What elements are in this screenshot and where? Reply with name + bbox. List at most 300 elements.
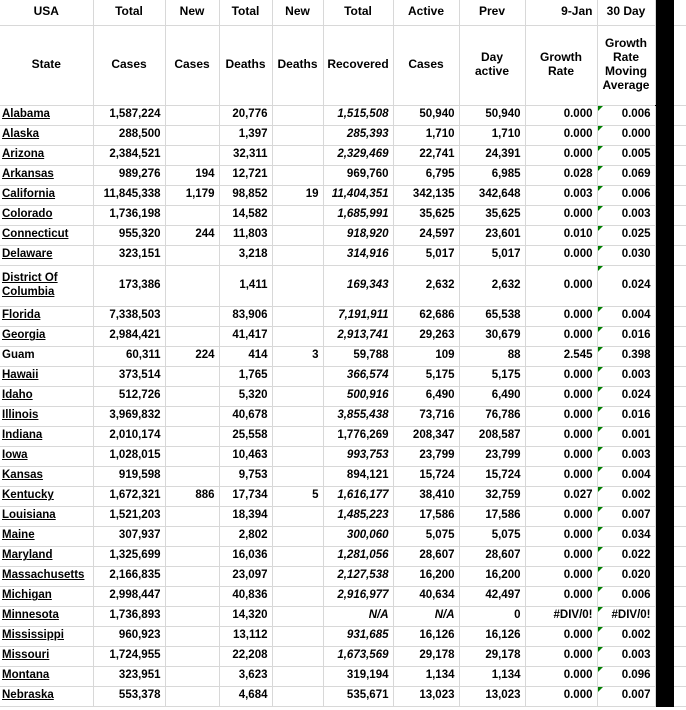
growth-rate-cell[interactable]: 0.028 bbox=[525, 165, 597, 185]
new-deaths-cell[interactable] bbox=[272, 205, 323, 225]
state-cell[interactable]: Florida bbox=[0, 306, 93, 326]
prev-day-active-cell[interactable]: 5,017 bbox=[459, 245, 525, 265]
active-cases-cell[interactable]: 40,634 bbox=[393, 586, 459, 606]
total-cases-cell[interactable]: 323,151 bbox=[93, 245, 165, 265]
growth-rate-cell[interactable]: 0.000 bbox=[525, 526, 597, 546]
total-deaths-cell[interactable]: 9,753 bbox=[219, 466, 272, 486]
recovered-cell[interactable]: 169,343 bbox=[323, 265, 393, 306]
total-cases-cell[interactable]: 1,028,015 bbox=[93, 446, 165, 466]
recovered-cell[interactable]: 1,616,177 bbox=[323, 486, 393, 506]
moving-average-cell[interactable]: 0.024 bbox=[597, 386, 655, 406]
recovered-cell[interactable]: 2,916,977 bbox=[323, 586, 393, 606]
growth-rate-cell[interactable]: 0.000 bbox=[525, 686, 597, 706]
state-cell[interactable]: Massachusetts bbox=[0, 566, 93, 586]
new-cases-cell[interactable] bbox=[165, 546, 219, 566]
state-cell[interactable]: Mississippi bbox=[0, 626, 93, 646]
moving-average-cell[interactable]: 0.004 bbox=[597, 306, 655, 326]
state-cell[interactable]: California bbox=[0, 185, 93, 205]
col-header-active-2[interactable]: Cases bbox=[393, 25, 459, 105]
col-header-date-9-jan[interactable]: 9-Jan bbox=[525, 0, 597, 25]
recovered-cell[interactable]: 1,485,223 bbox=[323, 506, 393, 526]
total-cases-cell[interactable]: 989,276 bbox=[93, 165, 165, 185]
total-cases-cell[interactable]: 919,598 bbox=[93, 466, 165, 486]
col-header-total-cases-2[interactable]: Cases bbox=[93, 25, 165, 105]
moving-average-cell[interactable]: 0.020 bbox=[597, 566, 655, 586]
col-header-day-active[interactable]: Day active bbox=[459, 25, 525, 105]
total-cases-cell[interactable]: 2,384,521 bbox=[93, 145, 165, 165]
moving-average-cell[interactable]: #DIV/0! bbox=[597, 606, 655, 626]
new-deaths-cell[interactable] bbox=[272, 125, 323, 145]
total-cases-cell[interactable]: 1,587,224 bbox=[93, 105, 165, 125]
active-cases-cell[interactable]: 2,632 bbox=[393, 265, 459, 306]
total-cases-cell[interactable]: 955,320 bbox=[93, 225, 165, 245]
total-deaths-cell[interactable]: 83,906 bbox=[219, 306, 272, 326]
total-deaths-cell[interactable]: 23,097 bbox=[219, 566, 272, 586]
total-cases-cell[interactable]: 2,998,447 bbox=[93, 586, 165, 606]
active-cases-cell[interactable]: 28,607 bbox=[393, 546, 459, 566]
moving-average-cell[interactable]: 0.002 bbox=[597, 626, 655, 646]
total-cases-cell[interactable]: 373,514 bbox=[93, 366, 165, 386]
col-header-30-day-1[interactable]: 30 Day bbox=[597, 0, 655, 25]
state-cell[interactable]: Iowa bbox=[0, 446, 93, 466]
growth-rate-cell[interactable]: 0.000 bbox=[525, 586, 597, 606]
growth-rate-cell[interactable]: 0.000 bbox=[525, 245, 597, 265]
prev-day-active-cell[interactable]: 76,786 bbox=[459, 406, 525, 426]
prev-day-active-cell[interactable]: 16,200 bbox=[459, 566, 525, 586]
total-cases-cell[interactable]: 307,937 bbox=[93, 526, 165, 546]
moving-average-cell[interactable]: 0.022 bbox=[597, 546, 655, 566]
new-cases-cell[interactable] bbox=[165, 205, 219, 225]
col-header-new-deaths-2[interactable]: Deaths bbox=[272, 25, 323, 105]
moving-average-cell[interactable]: 0.003 bbox=[597, 646, 655, 666]
prev-day-active-cell[interactable]: 5,175 bbox=[459, 366, 525, 386]
new-deaths-cell[interactable] bbox=[272, 526, 323, 546]
prev-day-active-cell[interactable]: 50,940 bbox=[459, 105, 525, 125]
state-cell[interactable]: Montana bbox=[0, 666, 93, 686]
growth-rate-cell[interactable]: 0.000 bbox=[525, 626, 597, 646]
growth-rate-cell[interactable]: 0.000 bbox=[525, 105, 597, 125]
state-cell[interactable]: Missouri bbox=[0, 646, 93, 666]
new-cases-cell[interactable] bbox=[165, 446, 219, 466]
recovered-cell[interactable]: 1,281,056 bbox=[323, 546, 393, 566]
col-header-total-cases-1[interactable]: Total bbox=[93, 0, 165, 25]
growth-rate-cell[interactable]: 0.000 bbox=[525, 666, 597, 686]
total-cases-cell[interactable]: 173,386 bbox=[93, 265, 165, 306]
new-cases-cell[interactable] bbox=[165, 506, 219, 526]
col-header-usa[interactable]: USA bbox=[0, 0, 93, 25]
prev-day-active-cell[interactable]: 88 bbox=[459, 346, 525, 366]
recovered-cell[interactable]: 1,776,269 bbox=[323, 426, 393, 446]
total-deaths-cell[interactable]: 1,765 bbox=[219, 366, 272, 386]
active-cases-cell[interactable]: 17,586 bbox=[393, 506, 459, 526]
total-deaths-cell[interactable]: 12,721 bbox=[219, 165, 272, 185]
prev-day-active-cell[interactable]: 28,607 bbox=[459, 546, 525, 566]
total-deaths-cell[interactable]: 98,852 bbox=[219, 185, 272, 205]
active-cases-cell[interactable]: 62,686 bbox=[393, 306, 459, 326]
recovered-cell[interactable]: 314,916 bbox=[323, 245, 393, 265]
new-deaths-cell[interactable] bbox=[272, 366, 323, 386]
recovered-cell[interactable]: 931,685 bbox=[323, 626, 393, 646]
new-deaths-cell[interactable]: 19 bbox=[272, 185, 323, 205]
total-cases-cell[interactable]: 323,951 bbox=[93, 666, 165, 686]
new-cases-cell[interactable] bbox=[165, 326, 219, 346]
growth-rate-cell[interactable]: 0.000 bbox=[525, 426, 597, 446]
active-cases-cell[interactable]: 5,175 bbox=[393, 366, 459, 386]
prev-day-active-cell[interactable]: 342,648 bbox=[459, 185, 525, 205]
state-cell[interactable]: Idaho bbox=[0, 386, 93, 406]
total-deaths-cell[interactable]: 13,112 bbox=[219, 626, 272, 646]
total-deaths-cell[interactable]: 11,803 bbox=[219, 225, 272, 245]
growth-rate-cell[interactable]: 0.000 bbox=[525, 506, 597, 526]
new-cases-cell[interactable] bbox=[165, 366, 219, 386]
new-cases-cell[interactable] bbox=[165, 626, 219, 646]
new-cases-cell[interactable] bbox=[165, 245, 219, 265]
col-header-prev-1[interactable]: Prev bbox=[459, 0, 525, 25]
new-deaths-cell[interactable] bbox=[272, 326, 323, 346]
new-cases-cell[interactable] bbox=[165, 666, 219, 686]
active-cases-cell[interactable]: 1,710 bbox=[393, 125, 459, 145]
growth-rate-cell[interactable]: 0.000 bbox=[525, 326, 597, 346]
new-deaths-cell[interactable] bbox=[272, 686, 323, 706]
active-cases-cell[interactable]: 109 bbox=[393, 346, 459, 366]
state-cell[interactable]: Nebraska bbox=[0, 686, 93, 706]
total-deaths-cell[interactable]: 3,218 bbox=[219, 245, 272, 265]
new-deaths-cell[interactable] bbox=[272, 105, 323, 125]
new-deaths-cell[interactable]: 3 bbox=[272, 346, 323, 366]
recovered-cell[interactable]: 500,916 bbox=[323, 386, 393, 406]
recovered-cell[interactable]: 7,191,911 bbox=[323, 306, 393, 326]
new-cases-cell[interactable] bbox=[165, 586, 219, 606]
recovered-cell[interactable]: 1,515,508 bbox=[323, 105, 393, 125]
new-deaths-cell[interactable] bbox=[272, 546, 323, 566]
total-cases-cell[interactable]: 7,338,503 bbox=[93, 306, 165, 326]
new-deaths-cell[interactable] bbox=[272, 446, 323, 466]
growth-rate-cell[interactable]: 0.000 bbox=[525, 466, 597, 486]
new-deaths-cell[interactable] bbox=[272, 466, 323, 486]
col-header-total-deaths-2[interactable]: Deaths bbox=[219, 25, 272, 105]
new-cases-cell[interactable] bbox=[165, 426, 219, 446]
total-deaths-cell[interactable]: 10,463 bbox=[219, 446, 272, 466]
new-deaths-cell[interactable] bbox=[272, 426, 323, 446]
new-deaths-cell[interactable] bbox=[272, 386, 323, 406]
state-cell[interactable]: Arizona bbox=[0, 145, 93, 165]
state-cell[interactable]: Guam bbox=[0, 346, 93, 366]
new-cases-cell[interactable]: 224 bbox=[165, 346, 219, 366]
growth-rate-cell[interactable]: 0.000 bbox=[525, 366, 597, 386]
moving-average-cell[interactable]: 0.001 bbox=[597, 426, 655, 446]
total-deaths-cell[interactable]: 41,417 bbox=[219, 326, 272, 346]
new-deaths-cell[interactable] bbox=[272, 666, 323, 686]
total-cases-cell[interactable]: 288,500 bbox=[93, 125, 165, 145]
new-deaths-cell[interactable]: 5 bbox=[272, 486, 323, 506]
prev-day-active-cell[interactable]: 32,759 bbox=[459, 486, 525, 506]
state-cell[interactable]: District Of Columbia bbox=[0, 265, 93, 306]
state-cell[interactable]: Louisiana bbox=[0, 506, 93, 526]
col-header-new-deaths-1[interactable]: New bbox=[272, 0, 323, 25]
recovered-cell[interactable]: 300,060 bbox=[323, 526, 393, 546]
growth-rate-cell[interactable]: 2.545 bbox=[525, 346, 597, 366]
active-cases-cell[interactable]: 6,490 bbox=[393, 386, 459, 406]
prev-day-active-cell[interactable]: 30,679 bbox=[459, 326, 525, 346]
total-deaths-cell[interactable]: 14,320 bbox=[219, 606, 272, 626]
total-deaths-cell[interactable]: 17,734 bbox=[219, 486, 272, 506]
growth-rate-cell[interactable]: 0.000 bbox=[525, 446, 597, 466]
new-deaths-cell[interactable] bbox=[272, 245, 323, 265]
recovered-cell[interactable]: 11,404,351 bbox=[323, 185, 393, 205]
active-cases-cell[interactable]: 1,134 bbox=[393, 666, 459, 686]
moving-average-cell[interactable]: 0.398 bbox=[597, 346, 655, 366]
active-cases-cell[interactable]: 24,597 bbox=[393, 225, 459, 245]
active-cases-cell[interactable]: 29,263 bbox=[393, 326, 459, 346]
prev-day-active-cell[interactable]: 17,586 bbox=[459, 506, 525, 526]
prev-day-active-cell[interactable]: 35,625 bbox=[459, 205, 525, 225]
recovered-cell[interactable]: 319,194 bbox=[323, 666, 393, 686]
new-deaths-cell[interactable] bbox=[272, 145, 323, 165]
new-deaths-cell[interactable] bbox=[272, 225, 323, 245]
total-cases-cell[interactable]: 1,736,893 bbox=[93, 606, 165, 626]
total-deaths-cell[interactable]: 2,802 bbox=[219, 526, 272, 546]
moving-average-cell[interactable]: 0.004 bbox=[597, 466, 655, 486]
active-cases-cell[interactable]: 5,075 bbox=[393, 526, 459, 546]
growth-rate-cell[interactable]: 0.000 bbox=[525, 386, 597, 406]
moving-average-cell[interactable]: 0.024 bbox=[597, 265, 655, 306]
state-cell[interactable]: Connecticut bbox=[0, 225, 93, 245]
prev-day-active-cell[interactable]: 24,391 bbox=[459, 145, 525, 165]
prev-day-active-cell[interactable]: 65,538 bbox=[459, 306, 525, 326]
new-deaths-cell[interactable] bbox=[272, 586, 323, 606]
new-cases-cell[interactable] bbox=[165, 386, 219, 406]
active-cases-cell[interactable]: 16,200 bbox=[393, 566, 459, 586]
prev-day-active-cell[interactable]: 208,587 bbox=[459, 426, 525, 446]
active-cases-cell[interactable]: 6,795 bbox=[393, 165, 459, 185]
total-deaths-cell[interactable]: 32,311 bbox=[219, 145, 272, 165]
active-cases-cell[interactable]: 342,135 bbox=[393, 185, 459, 205]
new-cases-cell[interactable] bbox=[165, 265, 219, 306]
state-cell[interactable]: Kansas bbox=[0, 466, 93, 486]
new-cases-cell[interactable]: 194 bbox=[165, 165, 219, 185]
new-deaths-cell[interactable] bbox=[272, 265, 323, 306]
prev-day-active-cell[interactable]: 1,134 bbox=[459, 666, 525, 686]
active-cases-cell[interactable]: 73,716 bbox=[393, 406, 459, 426]
col-header-new-cases-1[interactable]: New bbox=[165, 0, 219, 25]
growth-rate-cell[interactable]: 0.000 bbox=[525, 306, 597, 326]
growth-rate-cell[interactable]: 0.000 bbox=[525, 265, 597, 306]
total-cases-cell[interactable]: 1,325,699 bbox=[93, 546, 165, 566]
col-header-total-recovered-1[interactable]: Total bbox=[323, 0, 393, 25]
new-deaths-cell[interactable] bbox=[272, 306, 323, 326]
total-deaths-cell[interactable]: 40,678 bbox=[219, 406, 272, 426]
total-cases-cell[interactable]: 1,724,955 bbox=[93, 646, 165, 666]
prev-day-active-cell[interactable]: 5,075 bbox=[459, 526, 525, 546]
state-cell[interactable]: Michigan bbox=[0, 586, 93, 606]
total-cases-cell[interactable]: 11,845,338 bbox=[93, 185, 165, 205]
active-cases-cell[interactable]: 16,126 bbox=[393, 626, 459, 646]
state-cell[interactable]: Arkansas bbox=[0, 165, 93, 185]
growth-rate-cell[interactable]: 0.000 bbox=[525, 646, 597, 666]
recovered-cell[interactable]: 285,393 bbox=[323, 125, 393, 145]
total-cases-cell[interactable]: 1,672,321 bbox=[93, 486, 165, 506]
moving-average-cell[interactable]: 0.000 bbox=[597, 125, 655, 145]
total-deaths-cell[interactable]: 25,558 bbox=[219, 426, 272, 446]
growth-rate-cell[interactable]: 0.000 bbox=[525, 205, 597, 225]
prev-day-active-cell[interactable]: 2,632 bbox=[459, 265, 525, 306]
recovered-cell[interactable]: 2,913,741 bbox=[323, 326, 393, 346]
total-cases-cell[interactable]: 60,311 bbox=[93, 346, 165, 366]
total-deaths-cell[interactable]: 414 bbox=[219, 346, 272, 366]
moving-average-cell[interactable]: 0.069 bbox=[597, 165, 655, 185]
new-cases-cell[interactable] bbox=[165, 105, 219, 125]
new-deaths-cell[interactable] bbox=[272, 606, 323, 626]
col-header-total-deaths-1[interactable]: Total bbox=[219, 0, 272, 25]
new-cases-cell[interactable] bbox=[165, 646, 219, 666]
recovered-cell[interactable]: 366,574 bbox=[323, 366, 393, 386]
total-cases-cell[interactable]: 3,969,832 bbox=[93, 406, 165, 426]
prev-day-active-cell[interactable]: 0 bbox=[459, 606, 525, 626]
moving-average-cell[interactable]: 0.003 bbox=[597, 446, 655, 466]
total-deaths-cell[interactable]: 18,394 bbox=[219, 506, 272, 526]
moving-average-cell[interactable]: 0.034 bbox=[597, 526, 655, 546]
state-cell[interactable]: Minnesota bbox=[0, 606, 93, 626]
total-cases-cell[interactable]: 1,736,198 bbox=[93, 205, 165, 225]
prev-day-active-cell[interactable]: 29,178 bbox=[459, 646, 525, 666]
recovered-cell[interactable]: 1,673,569 bbox=[323, 646, 393, 666]
moving-average-cell[interactable]: 0.003 bbox=[597, 205, 655, 225]
state-cell[interactable]: Hawaii bbox=[0, 366, 93, 386]
new-cases-cell[interactable] bbox=[165, 125, 219, 145]
new-deaths-cell[interactable] bbox=[272, 626, 323, 646]
growth-rate-cell[interactable]: 0.000 bbox=[525, 125, 597, 145]
col-header-new-cases-2[interactable]: Cases bbox=[165, 25, 219, 105]
total-cases-cell[interactable]: 2,010,174 bbox=[93, 426, 165, 446]
prev-day-active-cell[interactable]: 1,710 bbox=[459, 125, 525, 145]
moving-average-cell[interactable]: 0.006 bbox=[597, 586, 655, 606]
active-cases-cell[interactable]: 15,724 bbox=[393, 466, 459, 486]
state-cell[interactable]: Maryland bbox=[0, 546, 93, 566]
moving-average-cell[interactable]: 0.006 bbox=[597, 185, 655, 205]
new-cases-cell[interactable]: 1,179 bbox=[165, 185, 219, 205]
new-deaths-cell[interactable] bbox=[272, 646, 323, 666]
active-cases-cell[interactable]: 35,625 bbox=[393, 205, 459, 225]
growth-rate-cell[interactable]: 0.027 bbox=[525, 486, 597, 506]
prev-day-active-cell[interactable]: 42,497 bbox=[459, 586, 525, 606]
prev-day-active-cell[interactable]: 23,799 bbox=[459, 446, 525, 466]
prev-day-active-cell[interactable]: 6,985 bbox=[459, 165, 525, 185]
moving-average-cell[interactable]: 0.002 bbox=[597, 486, 655, 506]
active-cases-cell[interactable]: 13,023 bbox=[393, 686, 459, 706]
growth-rate-cell[interactable]: 0.000 bbox=[525, 546, 597, 566]
total-deaths-cell[interactable]: 16,036 bbox=[219, 546, 272, 566]
new-cases-cell[interactable]: 244 bbox=[165, 225, 219, 245]
total-deaths-cell[interactable]: 3,623 bbox=[219, 666, 272, 686]
active-cases-cell[interactable]: 38,410 bbox=[393, 486, 459, 506]
state-cell[interactable]: Maine bbox=[0, 526, 93, 546]
moving-average-cell[interactable]: 0.025 bbox=[597, 225, 655, 245]
col-header-growth-rate[interactable]: Growth Rate bbox=[525, 25, 597, 105]
total-cases-cell[interactable]: 553,378 bbox=[93, 686, 165, 706]
growth-rate-cell[interactable]: 0.000 bbox=[525, 566, 597, 586]
moving-average-cell[interactable]: 0.030 bbox=[597, 245, 655, 265]
growth-rate-cell[interactable]: 0.003 bbox=[525, 185, 597, 205]
new-cases-cell[interactable] bbox=[165, 466, 219, 486]
total-deaths-cell[interactable]: 5,320 bbox=[219, 386, 272, 406]
active-cases-cell[interactable]: N/A bbox=[393, 606, 459, 626]
new-deaths-cell[interactable] bbox=[272, 406, 323, 426]
state-cell[interactable]: Delaware bbox=[0, 245, 93, 265]
growth-rate-cell[interactable]: #DIV/0! bbox=[525, 606, 597, 626]
col-header-active-1[interactable]: Active bbox=[393, 0, 459, 25]
total-cases-cell[interactable]: 2,984,421 bbox=[93, 326, 165, 346]
state-cell[interactable]: Kentucky bbox=[0, 486, 93, 506]
total-deaths-cell[interactable]: 1,397 bbox=[219, 125, 272, 145]
state-cell[interactable]: Illinois bbox=[0, 406, 93, 426]
new-cases-cell[interactable] bbox=[165, 145, 219, 165]
total-deaths-cell[interactable]: 4,684 bbox=[219, 686, 272, 706]
prev-day-active-cell[interactable]: 15,724 bbox=[459, 466, 525, 486]
new-cases-cell[interactable] bbox=[165, 566, 219, 586]
total-cases-cell[interactable]: 512,726 bbox=[93, 386, 165, 406]
moving-average-cell[interactable]: 0.006 bbox=[597, 105, 655, 125]
active-cases-cell[interactable]: 50,940 bbox=[393, 105, 459, 125]
state-cell[interactable]: Alabama bbox=[0, 105, 93, 125]
new-cases-cell[interactable] bbox=[165, 406, 219, 426]
new-cases-cell[interactable] bbox=[165, 526, 219, 546]
recovered-cell[interactable]: 535,671 bbox=[323, 686, 393, 706]
col-header-growth-rate-moving-average[interactable]: Growth Rate Moving Average bbox=[597, 25, 655, 105]
recovered-cell[interactable]: 969,760 bbox=[323, 165, 393, 185]
total-cases-cell[interactable]: 960,923 bbox=[93, 626, 165, 646]
state-cell[interactable]: Colorado bbox=[0, 205, 93, 225]
active-cases-cell[interactable]: 22,741 bbox=[393, 145, 459, 165]
total-cases-cell[interactable]: 1,521,203 bbox=[93, 506, 165, 526]
moving-average-cell[interactable]: 0.003 bbox=[597, 366, 655, 386]
active-cases-cell[interactable]: 5,017 bbox=[393, 245, 459, 265]
total-deaths-cell[interactable]: 40,836 bbox=[219, 586, 272, 606]
recovered-cell[interactable]: 1,685,991 bbox=[323, 205, 393, 225]
col-header-state[interactable]: State bbox=[0, 25, 93, 105]
total-deaths-cell[interactable]: 22,208 bbox=[219, 646, 272, 666]
growth-rate-cell[interactable]: 0.000 bbox=[525, 406, 597, 426]
state-cell[interactable]: Georgia bbox=[0, 326, 93, 346]
new-cases-cell[interactable] bbox=[165, 306, 219, 326]
moving-average-cell[interactable]: 0.096 bbox=[597, 666, 655, 686]
moving-average-cell[interactable]: 0.016 bbox=[597, 406, 655, 426]
recovered-cell[interactable]: 59,788 bbox=[323, 346, 393, 366]
state-cell[interactable]: Indiana bbox=[0, 426, 93, 446]
recovered-cell[interactable]: N/A bbox=[323, 606, 393, 626]
recovered-cell[interactable]: 993,753 bbox=[323, 446, 393, 466]
prev-day-active-cell[interactable]: 6,490 bbox=[459, 386, 525, 406]
total-cases-cell[interactable]: 2,166,835 bbox=[93, 566, 165, 586]
prev-day-active-cell[interactable]: 13,023 bbox=[459, 686, 525, 706]
growth-rate-cell[interactable]: 0.000 bbox=[525, 145, 597, 165]
new-cases-cell[interactable]: 886 bbox=[165, 486, 219, 506]
active-cases-cell[interactable]: 208,347 bbox=[393, 426, 459, 446]
new-deaths-cell[interactable] bbox=[272, 165, 323, 185]
state-cell[interactable]: Alaska bbox=[0, 125, 93, 145]
growth-rate-cell[interactable]: 0.010 bbox=[525, 225, 597, 245]
prev-day-active-cell[interactable]: 16,126 bbox=[459, 626, 525, 646]
moving-average-cell[interactable]: 0.005 bbox=[597, 145, 655, 165]
moving-average-cell[interactable]: 0.007 bbox=[597, 686, 655, 706]
total-deaths-cell[interactable]: 14,582 bbox=[219, 205, 272, 225]
prev-day-active-cell[interactable]: 23,601 bbox=[459, 225, 525, 245]
recovered-cell[interactable]: 918,920 bbox=[323, 225, 393, 245]
new-cases-cell[interactable] bbox=[165, 686, 219, 706]
moving-average-cell[interactable]: 0.016 bbox=[597, 326, 655, 346]
moving-average-cell[interactable]: 0.007 bbox=[597, 506, 655, 526]
new-deaths-cell[interactable] bbox=[272, 506, 323, 526]
recovered-cell[interactable]: 2,127,538 bbox=[323, 566, 393, 586]
